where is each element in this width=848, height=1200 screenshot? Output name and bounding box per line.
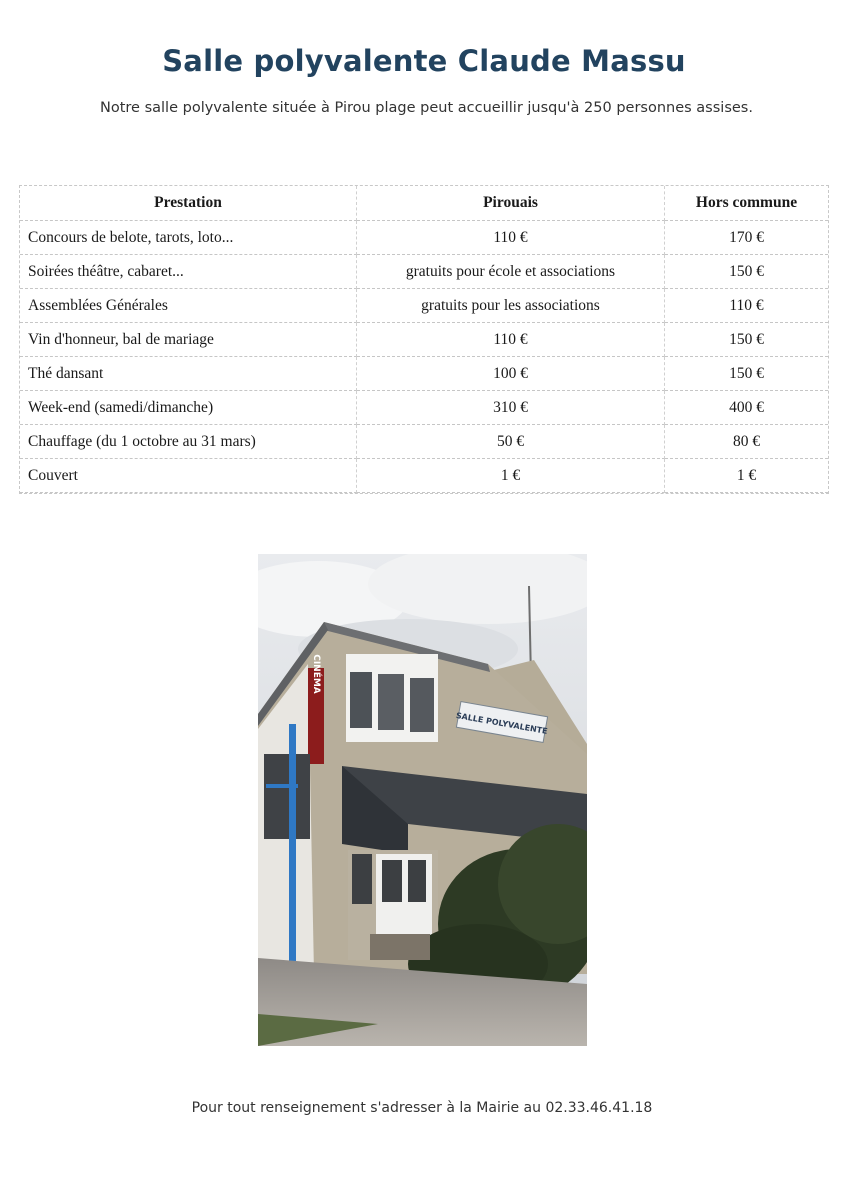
- building-photo: [258, 554, 587, 1046]
- table-header-row: [20, 186, 828, 221]
- cell-hors-commune: 1 €: [665, 459, 828, 493]
- building-illustration: [258, 554, 587, 1046]
- cell-hors-commune: 170 €: [665, 221, 828, 255]
- cell-pirouais: 310 €: [357, 391, 665, 425]
- cell-pirouais: 50 €: [357, 425, 665, 459]
- table-row: [20, 357, 828, 391]
- blue-pole: [289, 724, 296, 978]
- cell-pirouais: 100 €: [357, 357, 665, 391]
- cell-prestation: Soirées théâtre, cabaret...: [20, 255, 357, 289]
- salle-polyvalente-sign-text: SALLE POLYVALENTE: [455, 710, 549, 736]
- cell-prestation: Concours de belote, tarots, loto...: [20, 221, 357, 255]
- cinema-sign-text: CINÉMA: [311, 654, 321, 694]
- table-row: [20, 255, 828, 289]
- cell-pirouais: gratuits pour les associations: [357, 289, 665, 323]
- cell-prestation: Vin d'honneur, bal de mariage: [20, 323, 357, 357]
- table-row: [20, 221, 828, 255]
- cell-prestation: Thé dansant: [20, 357, 357, 391]
- table-row: [20, 289, 828, 323]
- cell-prestation: Chauffage (du 1 octobre au 31 mars): [20, 425, 357, 459]
- cell-prestation: Couvert: [20, 459, 357, 493]
- cell-hors-commune: 400 €: [665, 391, 828, 425]
- table-row: [20, 425, 828, 459]
- header-prestation: Prestation: [20, 186, 357, 221]
- cell-hors-commune: 110 €: [665, 289, 828, 323]
- table-row: [20, 323, 828, 357]
- contact-footer: Pour tout renseignement s'adresser à la Mairie au 02.33.46.41.18: [191, 1100, 653, 1116]
- cell-pirouais: 110 €: [357, 221, 665, 255]
- cell-prestation: Assemblées Générales: [20, 289, 357, 323]
- cell-pirouais: 1 €: [357, 459, 665, 493]
- cell-pirouais: 110 €: [357, 323, 665, 357]
- table-row: [20, 459, 828, 493]
- cell-hors-commune: 150 €: [665, 323, 828, 357]
- cell-hors-commune: 80 €: [665, 425, 828, 459]
- pricing-table: [20, 186, 828, 493]
- table-row: [20, 391, 828, 425]
- intro-text: Notre salle polyvalente située à Pirou plage peut accueillir jusqu'à 250 personnes assises.: [100, 100, 753, 116]
- cell-prestation: Week-end (samedi/dimanche): [20, 391, 357, 425]
- cell-hors-commune: 150 €: [665, 357, 828, 391]
- cell-pirouais: gratuits pour école et associations: [357, 255, 665, 289]
- header-hors-commune: Hors commune: [665, 186, 828, 221]
- header-pirouais: Pirouais: [357, 186, 665, 221]
- cell-hors-commune: 150 €: [665, 255, 828, 289]
- page-title: Salle polyvalente Claude Massu: [162, 44, 686, 78]
